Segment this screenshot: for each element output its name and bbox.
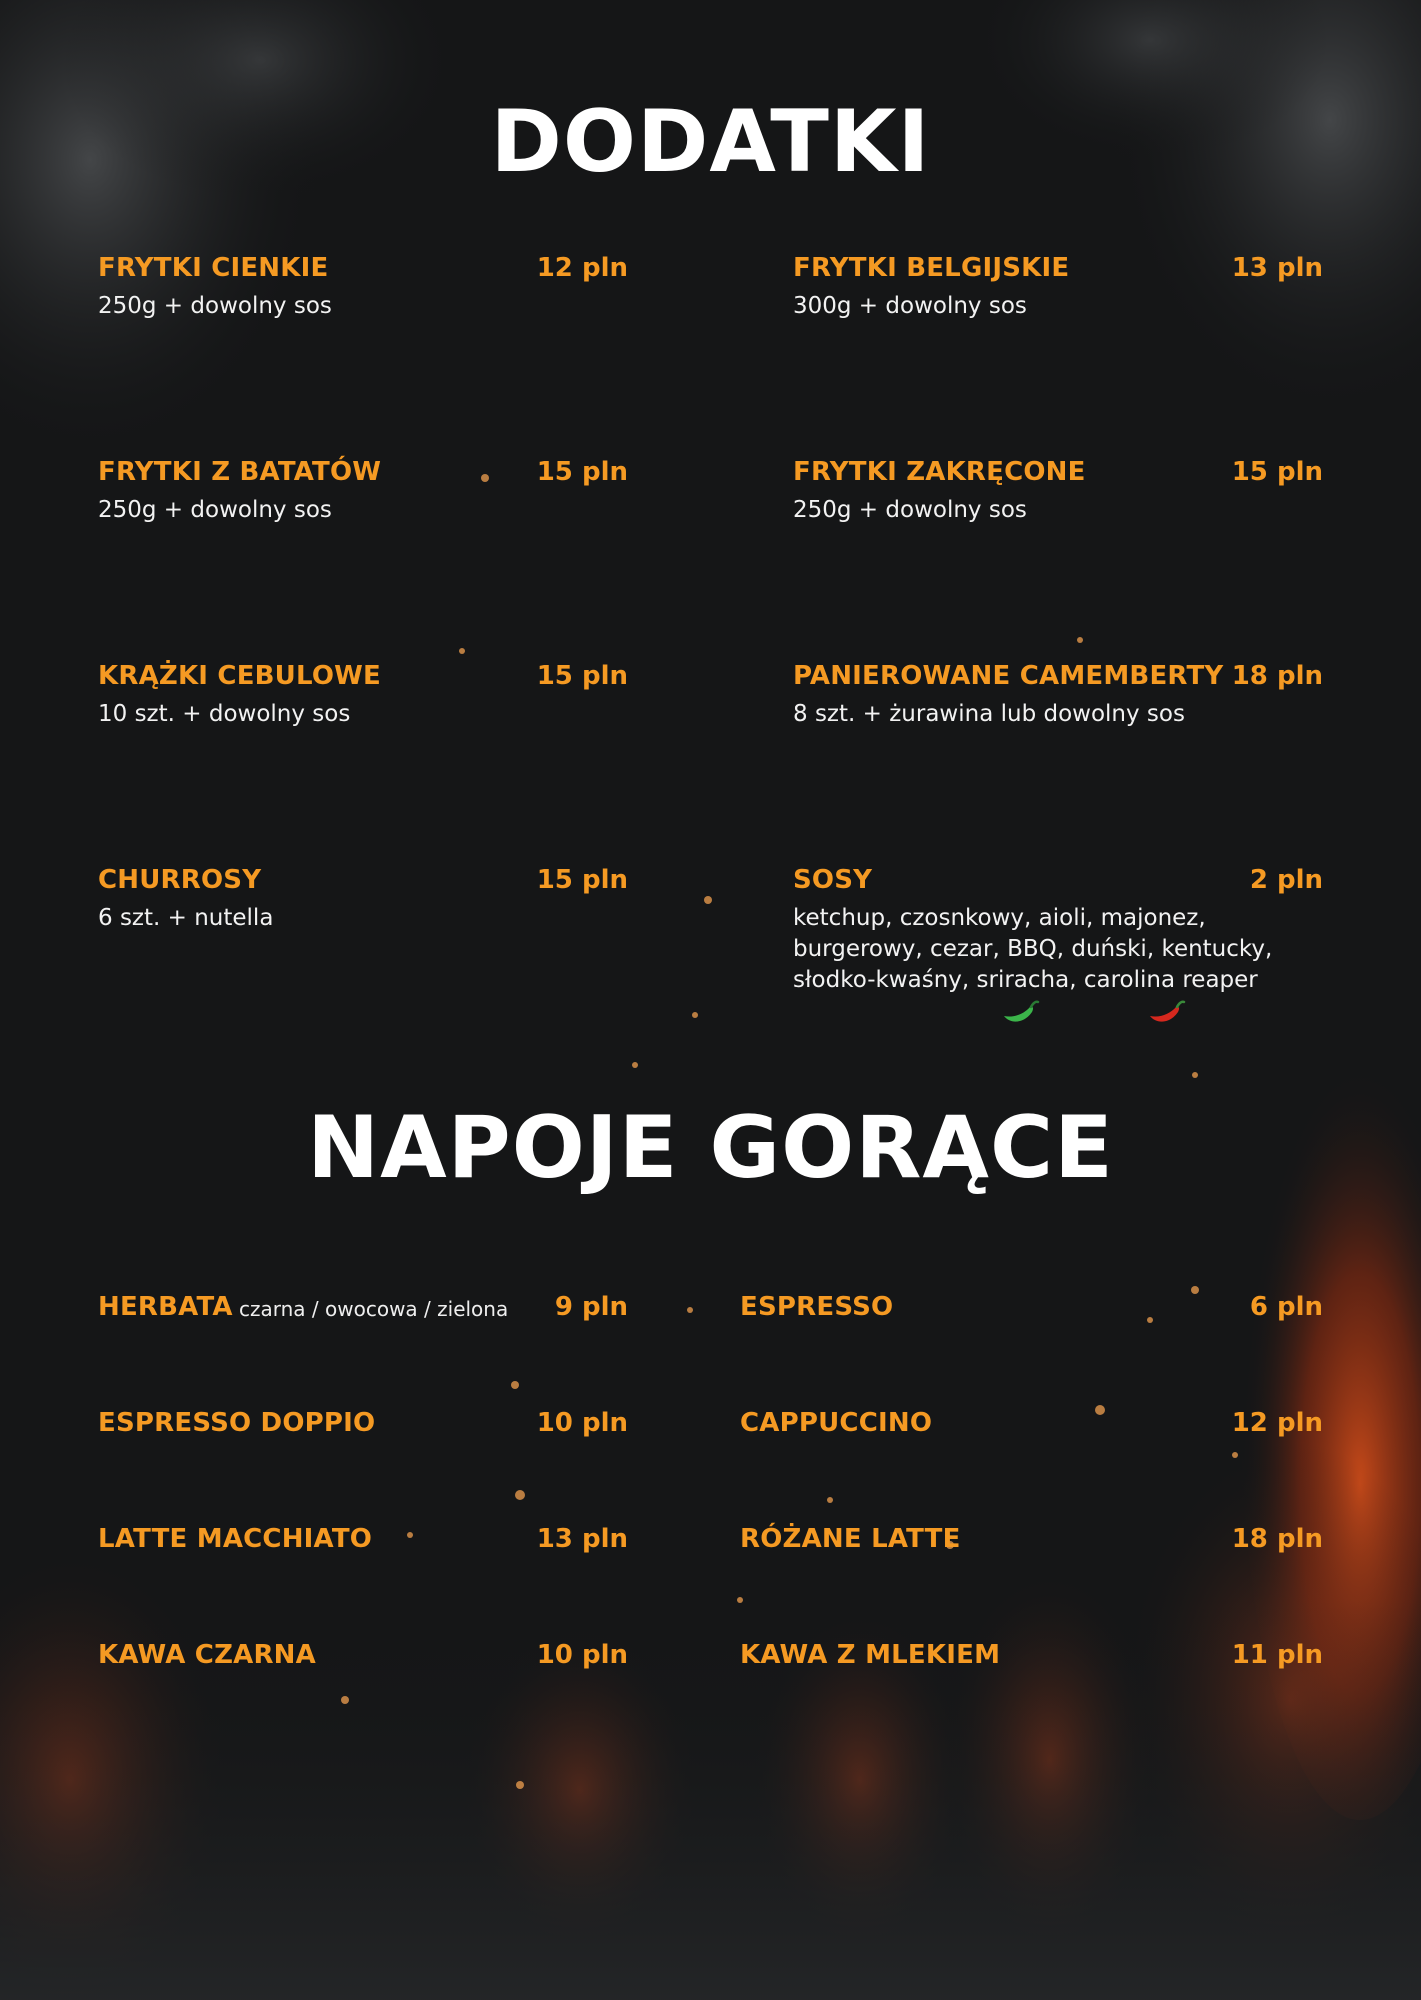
item-name: FRYTKI Z BATATÓW	[98, 457, 382, 487]
item-description: 250g + dowolny sos	[98, 497, 332, 523]
item-name: HERBATA	[98, 1292, 233, 1322]
item-price: 10 pln	[536, 1408, 628, 1438]
item-price: 15 pln	[536, 457, 628, 487]
item-name: CAPPUCCINO	[740, 1408, 933, 1438]
item-price: 11 pln	[1231, 1640, 1323, 1670]
item-name: LATTE MACCHIATO	[98, 1524, 373, 1554]
item-price: 15 pln	[1231, 457, 1323, 487]
item-description: 6 szt. + nutella	[98, 905, 274, 931]
item-price: 13 pln	[536, 1524, 628, 1554]
item-price: 12 pln	[536, 253, 628, 283]
item-price: 13 pln	[1231, 253, 1323, 283]
item-name: ESPRESSO	[740, 1292, 894, 1322]
item-price: 18 pln	[1231, 1524, 1323, 1554]
item-name: PANIEROWANE CAMEMBERTY	[793, 661, 1224, 691]
section-title-napoje-gorace: NAPOJE GORĄCE	[307, 1098, 1114, 1198]
item-price: 2 pln	[1249, 865, 1323, 895]
item-name: CHURROSY	[98, 865, 262, 895]
item-price: 10 pln	[536, 1640, 628, 1670]
item-price: 9 pln	[554, 1292, 628, 1322]
item-name: FRYTKI CIENKIE	[98, 253, 329, 283]
item-price: 15 pln	[536, 865, 628, 895]
item-price: 15 pln	[536, 661, 628, 691]
item-description: 300g + dowolny sos	[793, 293, 1027, 319]
section-title-dodatki: DODATKI	[490, 92, 931, 192]
item-name: RÓŻANE LATTE	[740, 1524, 961, 1554]
item-description: ketchup, czosnkowy, aioli, majonez, burgerowy, cezar, BBQ, duński, kentucky, słodko-kwaśny, sriracha, carolina reaper	[793, 905, 1273, 993]
item-note: czarna / owocowa / zielona	[239, 1297, 509, 1321]
item-description: 250g + dowolny sos	[793, 497, 1027, 523]
item-description: 8 szt. + żurawina lub dowolny sos	[793, 701, 1185, 727]
item-price: 12 pln	[1231, 1408, 1323, 1438]
item-name: KAWA Z MLEKIEM	[740, 1640, 1001, 1670]
item-description: 250g + dowolny sos	[98, 293, 332, 319]
green-chili-pepper-icon	[1000, 998, 1040, 1028]
item-name: KAWA CZARNA	[98, 1640, 316, 1670]
item-name: FRYTKI BELGIJSKIE	[793, 253, 1070, 283]
item-name: FRYTKI ZAKRĘCONE	[793, 457, 1086, 487]
item-price: 18 pln	[1231, 661, 1323, 691]
item-description: 10 szt. + dowolny sos	[98, 701, 351, 727]
red-chili-pepper-icon	[1146, 998, 1186, 1028]
item-name: KRĄŻKI CEBULOWE	[98, 661, 381, 691]
item-price: 6 pln	[1249, 1292, 1323, 1322]
item-name: SOSY	[793, 865, 873, 895]
item-name: ESPRESSO DOPPIO	[98, 1408, 376, 1438]
